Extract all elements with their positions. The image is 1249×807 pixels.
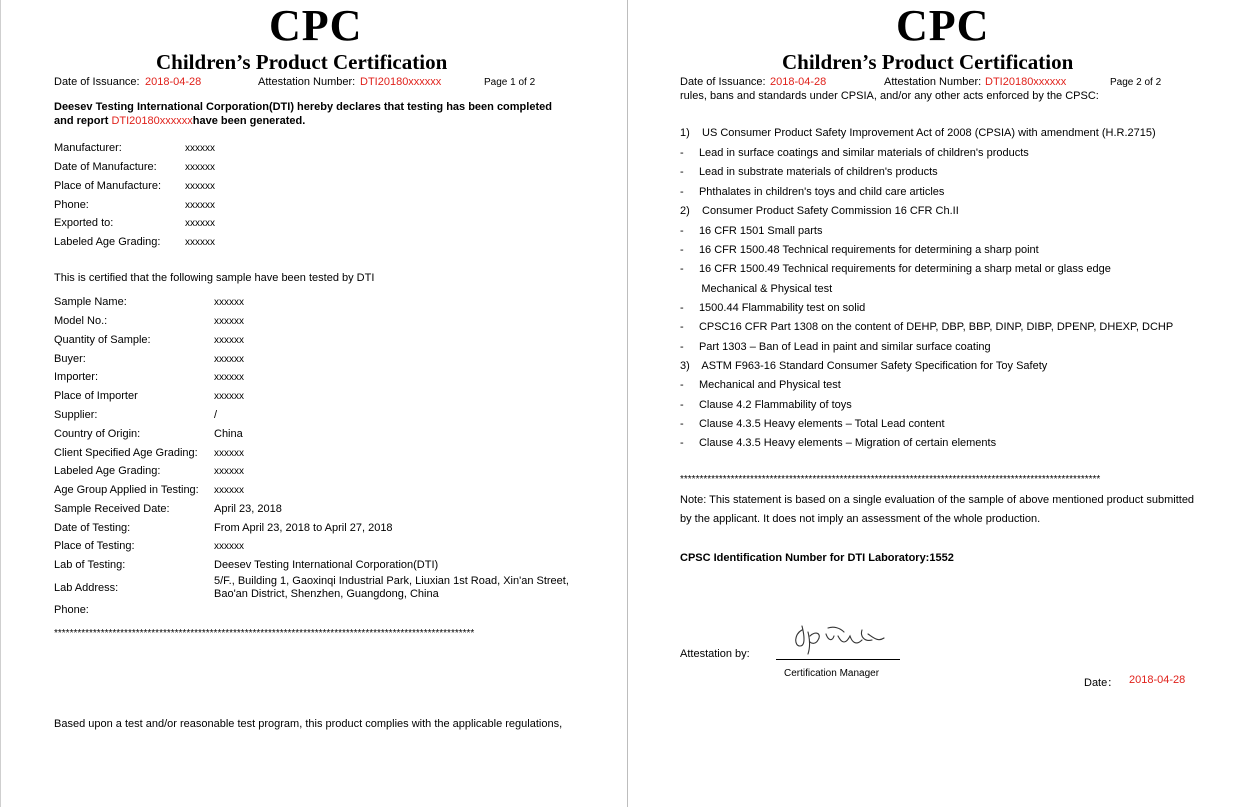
field-value: xxxxxx — [214, 297, 244, 308]
list-item: - 16 CFR 1501 Small parts — [680, 225, 823, 237]
footer-statement: Based upon a test and/or reasonable test program, this product complies with the applicable regulations, — [54, 718, 563, 730]
field-label: Quantity of Sample: — [54, 334, 151, 346]
phone-label: Phone: — [54, 604, 89, 616]
date-value: 2018-04-28 — [1129, 674, 1186, 686]
list-item: - 16 CFR 1500.48 Technical requirements for determining a sharp point — [680, 244, 1039, 256]
field-value: xxxxxx — [214, 541, 244, 552]
field-value: xxxxxx — [185, 200, 215, 211]
field-value: / — [214, 409, 218, 421]
field-label: Date of Manufacture: — [54, 161, 157, 173]
declaration-text: and report — [54, 115, 112, 127]
list-item: - Mechanical and Physical test — [680, 379, 841, 391]
field-value: April 23, 2018 — [214, 503, 282, 515]
field-value: China — [214, 428, 243, 440]
field-value: xxxxxx — [185, 237, 215, 248]
list-item: - 16 CFR 1500.49 Technical requirements for determining a sharp metal or glass edge — [680, 263, 1111, 275]
field-label: Country of Origin: — [54, 428, 141, 440]
field-label: Labeled Age Grading: — [54, 465, 161, 477]
field-label: Lab of Testing: — [54, 559, 126, 571]
separator-line: ************************************************************************************************************ — [54, 628, 475, 639]
field-label: Exported to: — [54, 217, 114, 229]
declaration-line-1: Deesev Testing International Corporation(DTI) hereby declares that testing has been completed — [54, 101, 552, 113]
page-number: Page 1 of 2 — [484, 77, 536, 88]
lab-address-label: Lab Address: — [54, 582, 119, 594]
field-value: Deesev Testing International Corporation(DTI) — [214, 559, 439, 571]
attestation-by-label: Attestation by: — [680, 648, 750, 660]
note-line-2: by the applicant. It does not imply an assessment of the whole production. — [680, 513, 1041, 525]
attestation-label: Attestation Number: — [884, 76, 982, 88]
attestation-number: DTI20180xxxxxx — [985, 76, 1067, 88]
issuance-date: 2018-04-28 — [770, 76, 827, 88]
field-label: Sample Name: — [54, 296, 127, 308]
field-label: Place of Testing: — [54, 540, 135, 552]
field-label: Date of Testing: — [54, 522, 131, 534]
note-line-1: Note: This statement is based on a single evaluation of the sample of above mentioned product submitted — [680, 494, 1195, 506]
field-value: xxxxxx — [214, 391, 244, 402]
signature-image — [788, 616, 898, 656]
lab-address-line-1: 5/F., Building 1, Gaoxinqi Industrial Park, Liuxian 1st Road, Xin'an Street, — [214, 575, 569, 587]
list-item: - 1500.44 Flammability test on solid — [680, 302, 866, 314]
issuance-label: Date of Issuance: — [54, 76, 140, 88]
field-label: Importer: — [54, 371, 99, 383]
cpsc-identification: CPSC Identification Number for DTI Laboratory:1552 — [680, 552, 954, 564]
field-value: xxxxxx — [214, 316, 244, 327]
field-label: Supplier: — [54, 409, 98, 421]
cpc-heading: CPC — [269, 1, 363, 50]
field-label: Labeled Age Grading: — [54, 236, 161, 248]
attestation-label: Attestation Number: — [258, 76, 356, 88]
field-label: Manufacturer: — [54, 142, 122, 154]
field-label: Place of Manufacture: — [54, 180, 162, 192]
certificate-title: Children’s Product Certification — [782, 50, 1074, 74]
field-value: xxxxxx — [185, 162, 215, 173]
field-value: xxxxxx — [214, 466, 244, 477]
field-value: From April 23, 2018 to April 27, 2018 — [214, 522, 393, 534]
field-label: Sample Received Date: — [54, 503, 170, 515]
list-item: - Part 1303 – Ban of Lead in paint and similar surface coating — [680, 341, 991, 353]
list-item: - Lead in surface coatings and similar materials of children's products — [680, 147, 1029, 159]
field-label: Place of Importer — [54, 390, 138, 402]
list-item: - Clause 4.3.5 Heavy elements – Total Lead content — [680, 418, 945, 430]
field-value: xxxxxx — [214, 335, 244, 346]
list-item: - Lead in substrate materials of children's products — [680, 166, 938, 178]
attestation-number: DTI20180xxxxxx — [360, 76, 442, 88]
declaration-line-2 — [54, 115, 305, 127]
field-label: Age Group Applied in Testing: — [54, 484, 199, 496]
signer-title: Certification Manager — [784, 668, 880, 679]
list-item: 2) Consumer Product Safety Commission 16 CFR Ch.II — [680, 205, 959, 217]
field-value: xxxxxx — [214, 485, 244, 496]
issuance-label: Date of Issuance: — [680, 76, 766, 88]
list-item: - CPSC16 CFR Part 1308 on the content of DEHP, DBP, BBP, DINP, DIBP, DPENP, DHEXP, DCHP — [680, 321, 1174, 333]
field-value: xxxxxx — [214, 448, 244, 459]
cpc-heading: CPC — [896, 1, 990, 50]
field-value: xxxxxx — [214, 354, 244, 365]
date-label: Date： — [1084, 677, 1119, 689]
list-item: - Clause 4.3.5 Heavy elements – Migration of certain elements — [680, 437, 997, 449]
list-item: 3) ASTM F963-16 Standard Consumer Safety Specification for Toy Safety — [680, 360, 1048, 372]
field-label: Client Specified Age Grading: — [54, 447, 198, 459]
field-label: Buyer: — [54, 353, 86, 365]
lab-address-line-2: Bao'an District, Shenzhen, Guangdong, China — [214, 588, 439, 600]
certified-statement: This is certified that the following sample have been tested by DTI — [54, 272, 375, 284]
field-label: Phone: — [54, 199, 89, 211]
signature-line — [776, 659, 900, 660]
declaration-report-number: DTI20180xxxxxx — [111, 115, 193, 127]
certificate-page-2 — [627, 0, 1249, 807]
page-number: Page 2 of 2 — [1110, 77, 1162, 88]
field-value: xxxxxx — [185, 143, 215, 154]
continuation-text: rules, bans and standards under CPSIA, and/or any other acts enforced by the CPSC: — [680, 90, 1099, 102]
list-item: 1) US Consumer Product Safety Improvement Act of 2008 (CPSIA) with amendment (H.R.2715) — [680, 127, 1156, 139]
list-item: Mechanical & Physical test — [680, 283, 833, 295]
list-item: - Phthalates in children's toys and child care articles — [680, 186, 945, 198]
declaration-text-end: have been generated. — [192, 115, 306, 127]
issuance-date: 2018-04-28 — [145, 76, 202, 88]
certificate-title: Children’s Product Certification — [156, 50, 448, 74]
field-value: xxxxxx — [214, 372, 244, 383]
separator-line: ************************************************************************************************************ — [680, 474, 1101, 485]
field-value: xxxxxx — [185, 181, 215, 192]
field-value: xxxxxx — [185, 218, 215, 229]
list-item: - Clause 4.2 Flammability of toys — [680, 399, 852, 411]
field-label: Model No.: — [54, 315, 108, 327]
